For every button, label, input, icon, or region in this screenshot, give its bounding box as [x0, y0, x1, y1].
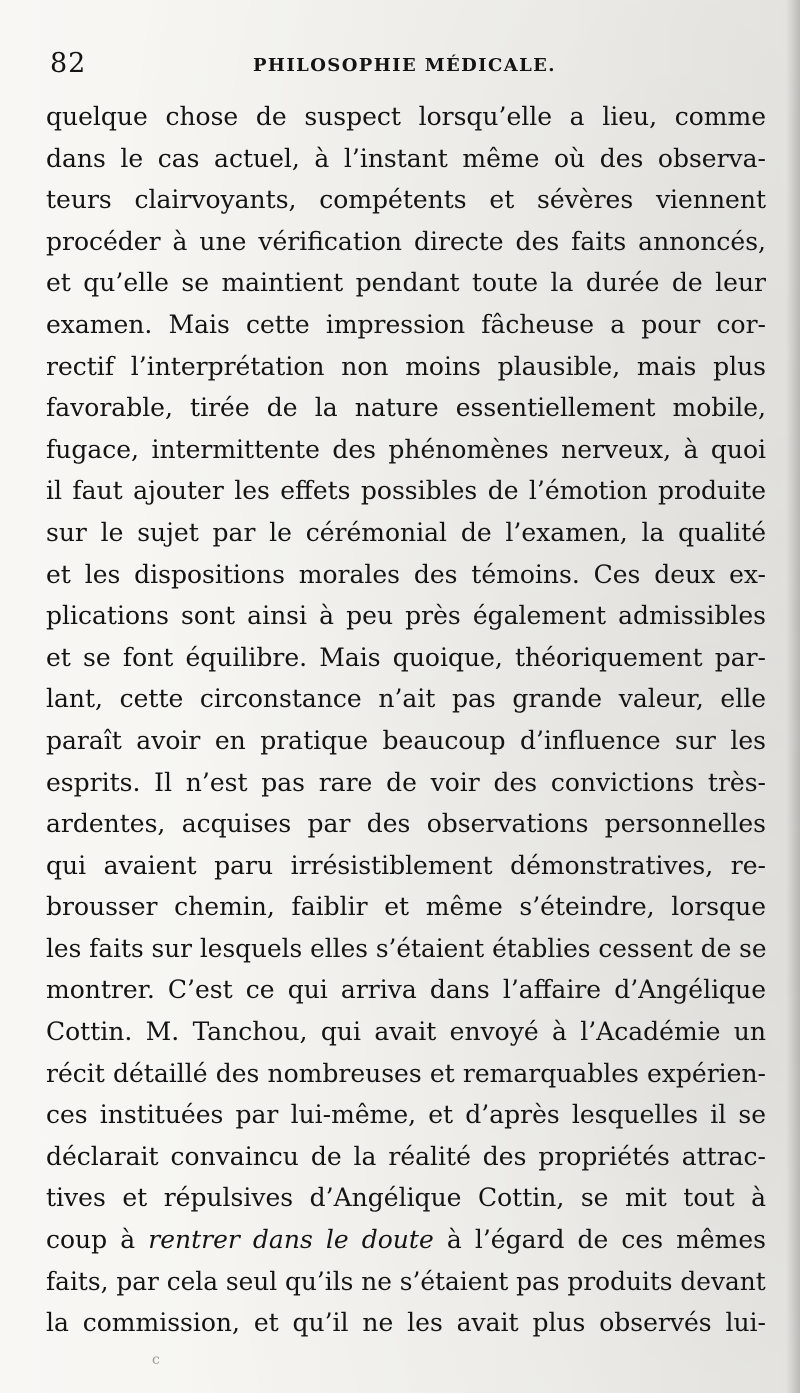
emphasized-phrase: rentrer dans le doute — [148, 1225, 434, 1255]
text-line: et qu’elle se maintient pendant toute la durée de leur — [46, 268, 766, 298]
page-header — [38, 44, 768, 88]
text-line: tives et répulsives d’Angélique Cottin, se mit tout à — [46, 1183, 766, 1213]
footer-mark: c — [152, 1352, 160, 1368]
text-line: récit détaillé des nombreuses et remarquables expérien- — [46, 1058, 766, 1088]
text-line: paraît avoir en pratique beaucoup d’influence sur les — [46, 725, 766, 755]
text-line: teurs clairvoyants, compétents et sévères viennent — [46, 185, 766, 215]
page-edge-shadow — [786, 0, 800, 1393]
text-line: dans le cas actuel, à l’instant même où des observa- — [46, 143, 766, 173]
text-line: les faits sur lesquels elles s’étaient établies cessent de se — [46, 933, 767, 963]
text-line: plications sont ainsi à peu près également admissibles — [46, 601, 766, 631]
running-title: PHILOSOPHIE MÉDICALE. — [253, 55, 556, 76]
text-line: fugace, intermittente des phénomènes nerveux, à quoi — [46, 434, 766, 464]
text-line: montrer. C’est ce qui arriva dans l’affaire d’Angélique — [46, 975, 766, 1005]
text-line: sur le sujet par le cérémonial de l’examen, la qualité — [46, 517, 766, 547]
text-line: examen. Mais cette impression fâcheuse a pour cor- — [46, 309, 766, 339]
text-line: esprits. Il n’est pas rare de voir des convictions très- — [46, 767, 766, 797]
text-line: favorable, tirée de la nature essentiellement mobile, — [46, 393, 766, 423]
text-line: quelque chose de suspect lorsqu’elle a lieu, comme — [46, 102, 766, 131]
text-line: faits, par cela seul qu’ils ne s’étaient pas produits devant — [46, 1266, 766, 1296]
body-text — [46, 96, 766, 1344]
text-line: ces instituées par lui-même, et d’après lesquelles il se — [46, 1100, 766, 1130]
text-line: rectif l’interprétation non moins plausible, mais plus — [46, 351, 766, 381]
text-line-with-emphasis — [46, 1219, 766, 1261]
text-line: Cottin. M. Tanchou, qui avait envoyé à l’Académie un — [46, 1017, 766, 1047]
text-line: qui avaient paru irrésistiblement démonstratives, re- — [46, 850, 766, 880]
text-line: déclarait convaincu de la réalité des propriétés attrac- — [46, 1141, 766, 1171]
text-line: et se font équilibre. Mais quoique, théoriquement par- — [46, 642, 766, 672]
text-line: brousser chemin, faiblir et même s’éteindre, lorsque — [46, 892, 766, 922]
line-segment: à l’égard de ces mêmes — [433, 1225, 766, 1255]
page-number: 82 — [50, 48, 87, 79]
text-line: lant, cette circonstance n’ait pas grande valeur, elle — [46, 684, 766, 714]
text-line: la commission, et qu’il ne les avait plus observés lui- — [46, 1308, 766, 1338]
text-line: ardentes, acquises par des observations personnelles — [46, 809, 766, 839]
text-line: il faut ajouter les effets possibles de l’émotion produite — [46, 476, 766, 506]
line-segment: coup à — [46, 1225, 149, 1255]
text-line: et les dispositions morales des témoins. Ces deux ex- — [46, 559, 766, 589]
text-line: procéder à une vérification directe des faits annoncés, — [46, 226, 766, 256]
